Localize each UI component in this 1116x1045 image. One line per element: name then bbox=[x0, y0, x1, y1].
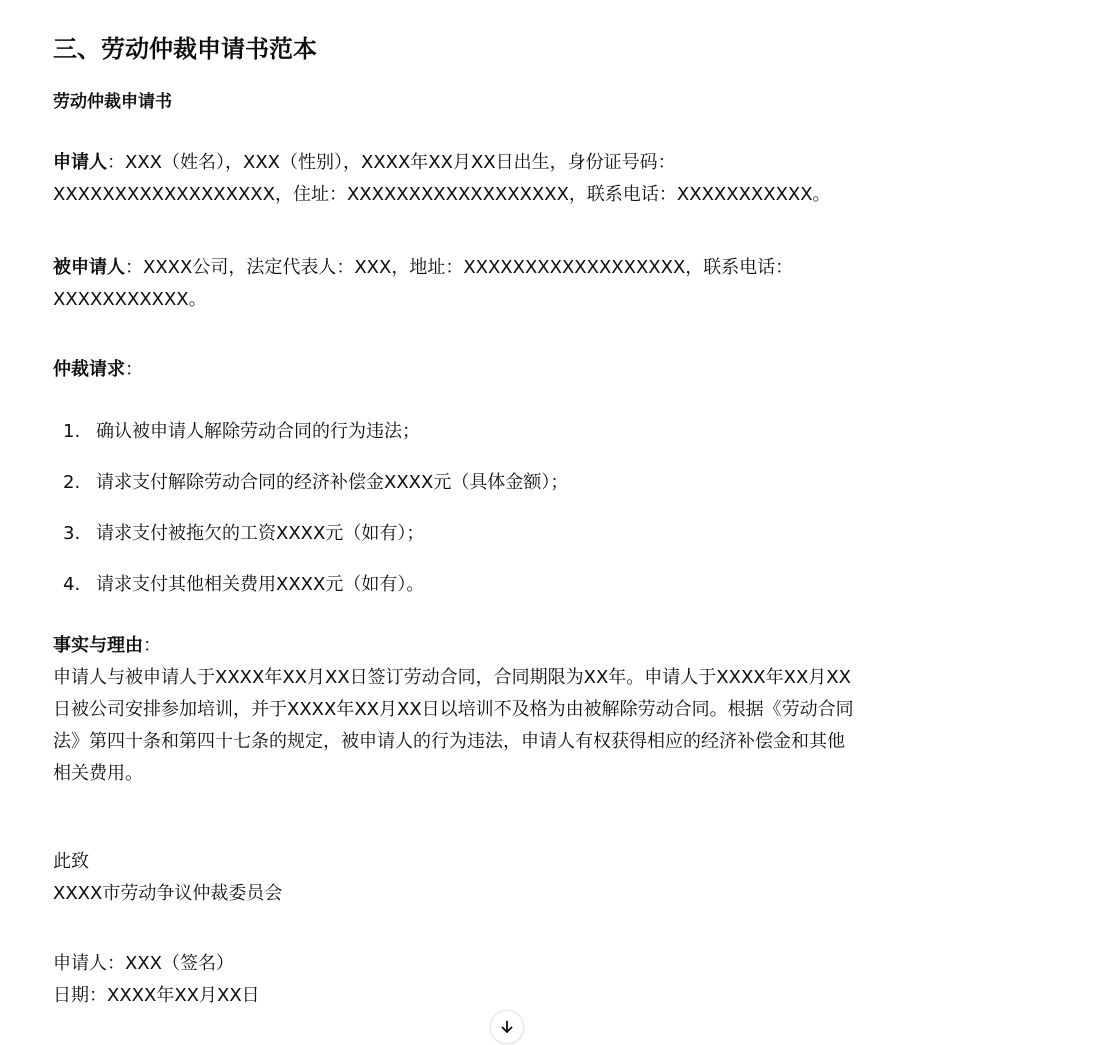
respondent-line-1 bbox=[53, 252, 1053, 284]
list-item bbox=[53, 467, 568, 499]
facts-line-1: 申请人与被申请人于XXXX年XX月XX日签订劳动合同，合同期限为XX年。申请人于XXXX年XX月XX bbox=[53, 667, 851, 688]
facts-heading bbox=[53, 630, 1053, 662]
list-item-text: 确认被申请人解除劳动合同的行为违法； bbox=[96, 421, 420, 442]
scroll-to-bottom-button[interactable] bbox=[490, 1010, 524, 1044]
list-item-number: 3. bbox=[63, 523, 81, 544]
respondent-line-2: XXXXXXXXXXX。 bbox=[53, 289, 207, 310]
facts-colon: ： bbox=[143, 635, 161, 656]
closing-paragraph bbox=[53, 846, 1053, 910]
facts-line-4: 相关费用。 bbox=[53, 763, 143, 784]
document-title: 劳动仲裁申请书 bbox=[53, 92, 172, 112]
closing-salutation: 此致 bbox=[53, 851, 89, 872]
applicant-line-1 bbox=[53, 147, 1053, 179]
list-item-number: 4. bbox=[63, 574, 81, 595]
claims-colon: ： bbox=[125, 359, 143, 380]
list-item-text: 请求支付其他相关费用XXXX元（如有）。 bbox=[96, 574, 425, 595]
list-item-text: 请求支付被拖欠的工资XXXX元（如有）； bbox=[96, 523, 425, 544]
section-title: 三、劳动仲裁申请书范本 bbox=[53, 35, 317, 63]
applicant-info: ：XXX（姓名），XXX（性别），XXXX年XX月XX日出生，身份证号码： bbox=[107, 152, 676, 173]
applicant-paragraph bbox=[53, 147, 1053, 211]
claims-list bbox=[53, 416, 568, 620]
list-item-text: 请求支付解除劳动合同的经济补偿金XXXX元（具体金额）； bbox=[96, 472, 569, 493]
list-item bbox=[53, 416, 568, 448]
list-item bbox=[53, 518, 568, 550]
signature-date: 日期：XXXX年XX月XX日 bbox=[53, 985, 260, 1006]
signature-block bbox=[53, 948, 1053, 1012]
claims-label: 仲裁请求 bbox=[53, 359, 125, 380]
facts-line-2: 日被公司安排参加培训，并于XXXX年XX月XX日以培训不及格为由被解除劳动合同。根据《劳动合同 bbox=[53, 699, 854, 720]
signature-signer: 申请人：XXX（签名） bbox=[53, 953, 234, 974]
list-item bbox=[53, 569, 568, 601]
facts-label: 事实与理由 bbox=[53, 635, 143, 656]
respondent-paragraph bbox=[53, 252, 1053, 316]
list-item-number: 1. bbox=[63, 421, 81, 442]
facts-paragraph bbox=[53, 630, 1053, 790]
respondent-info: ：XXXX公司，法定代表人：XXX，地址：XXXXXXXXXXXXXXXXXX，联系电话： bbox=[125, 257, 794, 278]
closing-recipient: XXXX市劳动争议仲裁委员会 bbox=[53, 883, 283, 904]
claims-heading bbox=[53, 354, 1053, 386]
facts-line-3: 法》第四十条和第四十七条的规定，被申请人的行为违法，申请人有权获得相应的经济补偿金和其他 bbox=[53, 731, 845, 752]
applicant-label: 申请人 bbox=[53, 152, 107, 173]
list-item-number: 2. bbox=[63, 472, 81, 493]
respondent-label: 被申请人 bbox=[53, 257, 125, 278]
applicant-line-2: XXXXXXXXXXXXXXXXXX，住址：XXXXXXXXXXXXXXXXXX，联系电话：XXXXXXXXXXX。 bbox=[53, 184, 831, 205]
arrow-down-icon bbox=[499, 1019, 515, 1035]
